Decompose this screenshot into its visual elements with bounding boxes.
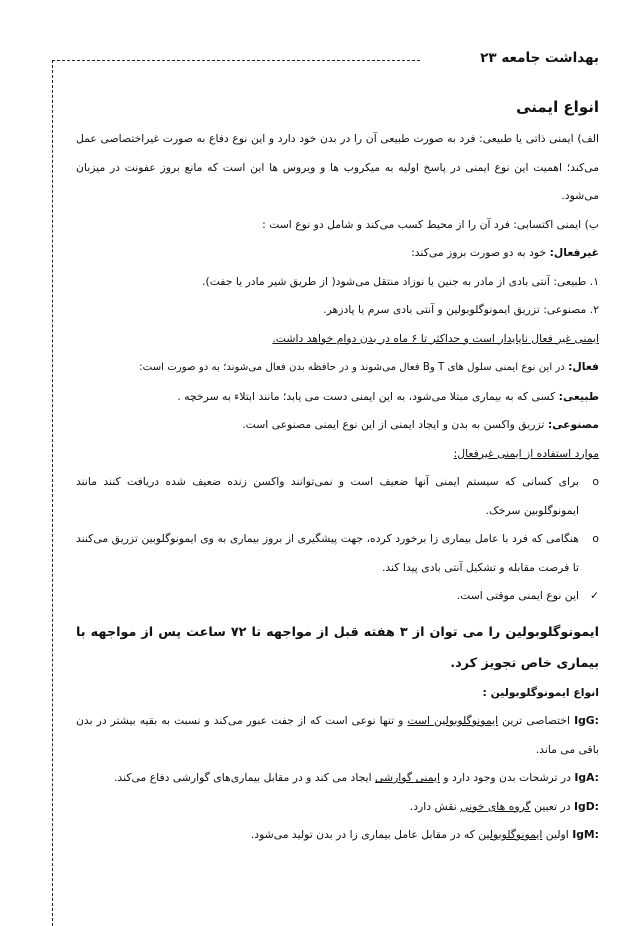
- passive-note: [76, 325, 599, 354]
- iga-label: IgA:: [574, 771, 599, 784]
- igg-text-post: و تنها نوعی است که از جفت عبور می‌کند و نسبت به بقیه بیشتر در بدن باقی می ماند.: [76, 714, 599, 756]
- active-immunity-line: [76, 353, 599, 383]
- list-item: [76, 582, 599, 611]
- passive-note-text: ایمنی غیر فعال ناپایدار است و حداکثر تا ۶ ماه در بدن دوام خواهد داشت.: [272, 331, 599, 345]
- igm-text-pre: اولین: [542, 828, 573, 841]
- igd-underlined: گروه های خونی: [460, 799, 531, 813]
- igd-line: [76, 793, 599, 822]
- passive-text: خود به دو صورت بروز می‌کند:: [411, 246, 550, 259]
- iga-line: [76, 764, 599, 793]
- natural-label: طبیعی:: [558, 389, 599, 403]
- igg-underlined: ایمونوگلوبولین است: [407, 714, 499, 727]
- check-text: این نوع ایمنی موقتی است.: [456, 589, 579, 602]
- igd-label: IgD:: [573, 799, 599, 813]
- natural-text: کسی که به بیماری مبتلا می‌شود، به این ایمنی دست می یابد؛ مانند ابتلاء به سرخچه .: [177, 389, 559, 403]
- types-title: انواع ایمونوگلوبولین :: [482, 685, 599, 699]
- uses-title-text: موارد استفاده از ایمنی غیرفعال:: [453, 446, 599, 460]
- igd-text-pre: در تعیین: [530, 799, 574, 813]
- timing-note: ایمونوگلوبولین را می توان از ۳ هفته قبل از مواجهه تا ۷۲ ساعت پس از مواجهه با بیماری خاص تجویز کرد.: [76, 624, 600, 671]
- list-item: [76, 525, 599, 582]
- iga-underlined: ایمنی گوارشی: [375, 771, 440, 784]
- side-dashed-rule: [52, 60, 53, 926]
- iga-text-pre: در ترشحات بدن وجود دارد و: [439, 771, 575, 784]
- uses-title: [76, 440, 599, 469]
- passive-artificial-item: ۲. مصنوعی: تزریق ایمونوگلوبولین و آنتی بادی سرم یا پادزهر.: [323, 303, 599, 316]
- igd-text-post: نقش دارد.: [409, 799, 461, 813]
- artificial-active-line: [76, 411, 599, 440]
- document-body: [76, 95, 599, 850]
- circle-bullet-icon: o: [592, 532, 599, 545]
- bullet-text: برای کسانی که سیستم ایمنی آنها ضعیف است و نمی‌توانند واکسن زنده ضعیف شده دریافت کنند مانند ایمونوگلوبین سرخک.: [76, 475, 579, 517]
- artificial-label: مصنوعی:: [547, 418, 599, 431]
- igm-label: IgM:: [572, 828, 599, 841]
- igg-label: IgG:: [574, 714, 599, 727]
- circle-bullet-icon: o: [592, 475, 599, 488]
- list-item: [76, 468, 599, 525]
- igm-text-post: که در مقابل عامل بیماری زا در بدن تولید می‌شود.: [250, 828, 479, 841]
- active-text: در این نوع ایمنی سلول های T وB فعال می‌شوند و در حافظه بدن فعال می‌شوند؛ به دو صورت است:: [139, 362, 569, 373]
- passive-label: غیرفعال:: [549, 246, 599, 259]
- bullet-text: هنگامی که فرد با عامل بیماری زا برخورد کرده، جهت پیشگیری از بروز بیماری به وی ایمونوگلوبین تزریق می‌کنند تا فرصت مقابله و تشکیل آنتی بادی پیدا کند.: [76, 532, 579, 574]
- checkmark-icon: ✓: [589, 589, 599, 602]
- igm-underlined: ایمونوگلوبولین: [478, 828, 543, 841]
- natural-active-line: [76, 383, 599, 412]
- igm-line: [76, 821, 599, 850]
- igg-line: [76, 707, 599, 764]
- header-dashed-rule: [52, 60, 420, 61]
- passive-immunity-line: [76, 239, 599, 268]
- paragraph-natural-immunity: الف) ایمنی ذاتی یا طبیعی: فرد به صورت طبیعی آن را در بدن خود دارد و این نوع دفاع به صورت غیراختصاصی عمل می‌کند؛ اهمیت این نوع ایمنی در پاسخ اولیه به میکروب ها و ویروس ها این است که مانع بروز عفونت در میزبان می‌شود.: [76, 132, 599, 202]
- active-label: فعال:: [568, 360, 599, 373]
- section-title: انواع ایمنی: [516, 98, 599, 116]
- igg-text-pre: اختصاصی ترین: [498, 714, 575, 727]
- page-header-title: بهداشت جامعه ۲۳: [480, 50, 599, 66]
- artificial-text: تزریق واکسن به بدن و ایجاد ایمنی از این نوع ایمنی مصنوعی است.: [242, 418, 548, 431]
- iga-text-post: ایجاد می کند و در مقابل بیماری‌های گوارشی دفاع می‌کند.: [114, 771, 376, 784]
- paragraph-acquired-immunity: ب) ایمنی اکتسابی: فرد آن را از محیط کسب می‌کند و شامل دو نوع است :: [262, 217, 599, 231]
- passive-natural-item: ۱. طبیعی: آنتی بادی از مادر به جنین یا نوزاد منتقل می‌شود( از طریق شیر مادر یا جفت).: [202, 274, 599, 288]
